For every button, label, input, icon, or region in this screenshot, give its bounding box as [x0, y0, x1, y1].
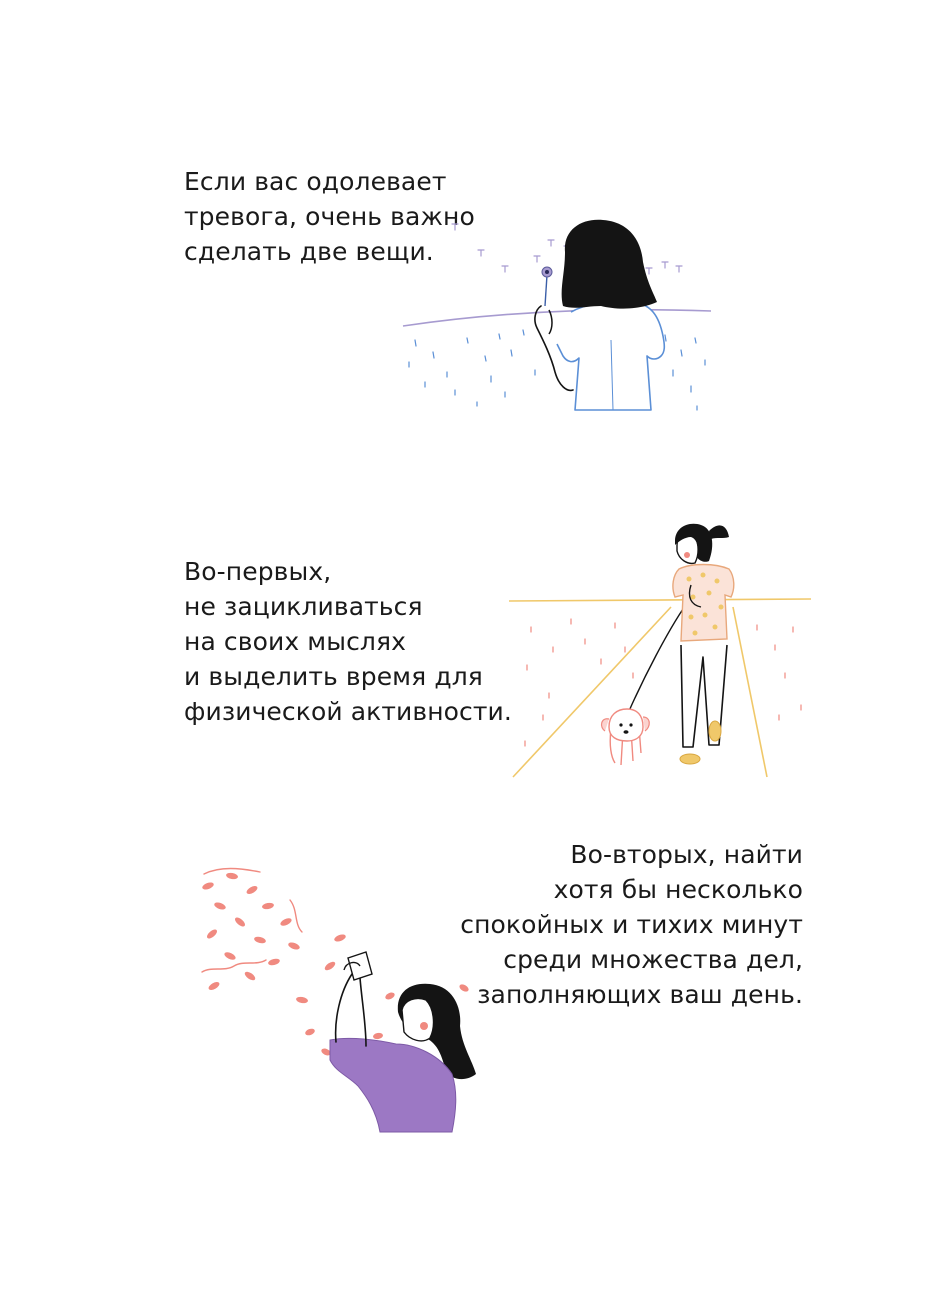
paragraph-line: заполняющих ваш день. [477, 980, 803, 1009]
illustration-woman-dandelion [395, 210, 715, 420]
paragraph-line: и выделить время для [184, 662, 483, 691]
paragraph-first [184, 554, 512, 729]
paragraph-line: физической активности. [184, 697, 512, 726]
illustration-woman-dog [505, 515, 815, 785]
paragraph-line: на своих мыслях [184, 627, 407, 656]
paragraph-line: не зацикливаться [184, 592, 423, 621]
illustration-woman-photo [190, 860, 490, 1140]
paragraph-line: тревога, очень важно [184, 202, 475, 231]
paragraph-line: спокойных и тихих минут [460, 910, 803, 939]
paragraph-line: Если вас одолевает [184, 167, 447, 196]
paragraph-line: сделать две вещи. [184, 237, 434, 266]
paragraph-line: хотя бы несколько [553, 875, 803, 904]
paragraph-line: Во-первых, [184, 557, 332, 586]
paragraph-line: Во-вторых, найти [570, 840, 803, 869]
paragraph-second [460, 837, 803, 1012]
paragraph-line: среди множества дел, [503, 945, 803, 974]
